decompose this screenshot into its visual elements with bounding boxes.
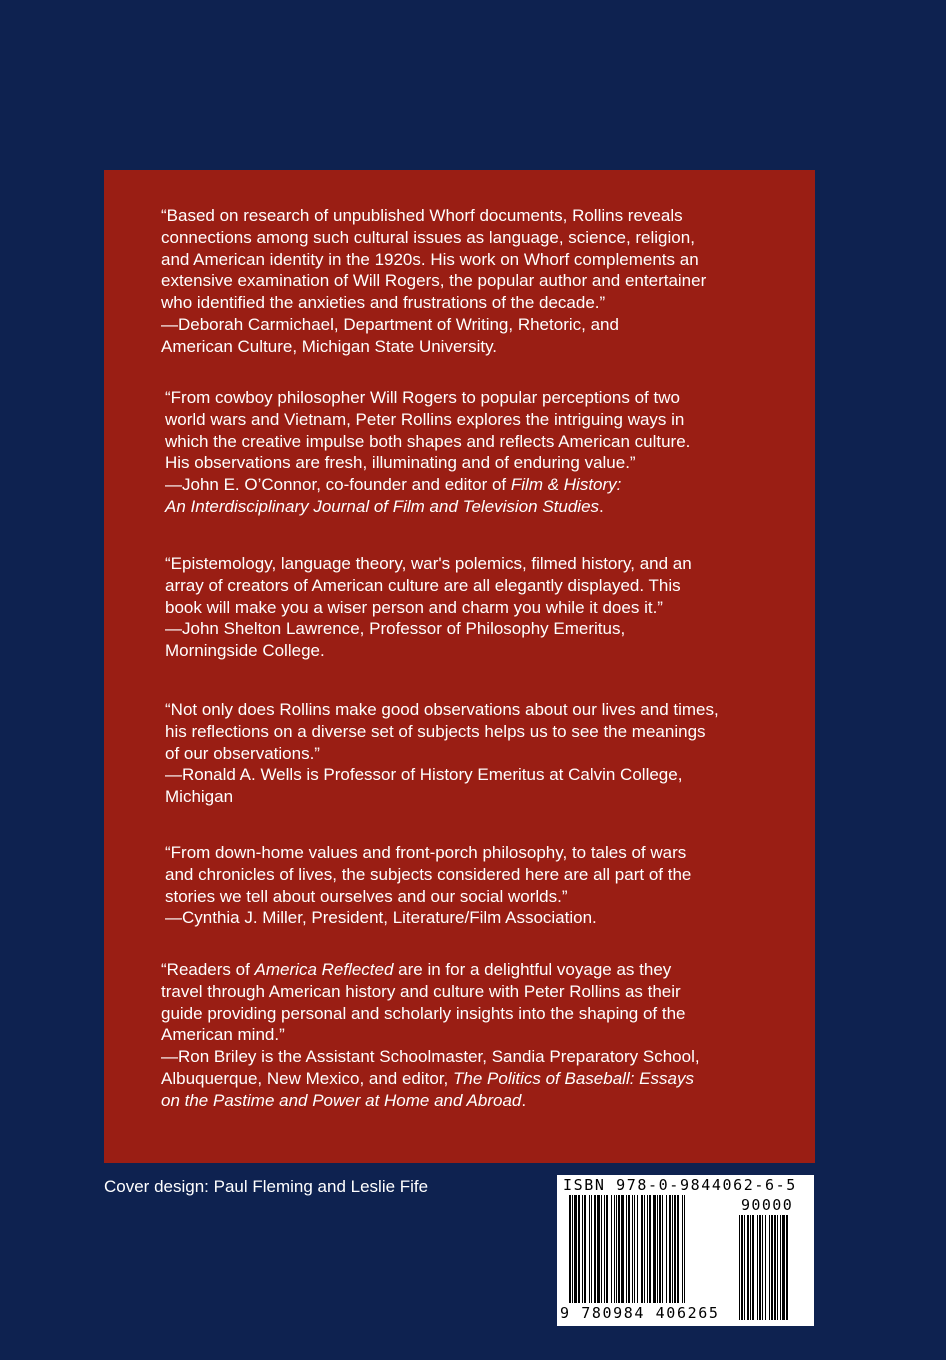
- blurb-attribution: [161, 1090, 700, 1112]
- price-addon-digits: 90000: [741, 1196, 794, 1214]
- blurb-line: of our observations.”: [165, 743, 320, 763]
- blurb-carmichael: [161, 205, 706, 358]
- blurb-line: and American identity in the 1920s. His work on Whorf complements an: [161, 249, 699, 269]
- blurb-attribution: —Ron Briley is the Assistant Schoolmaster, Sandia Preparatory School,: [161, 1047, 700, 1067]
- blurb-attribution: [165, 474, 690, 496]
- ean-digits: 9 780984 406265: [560, 1304, 720, 1322]
- blurb-line: which the creative impulse both shapes and reflects American culture.: [165, 431, 691, 451]
- blurb-line: travel through American history and culture with Peter Rollins as their: [161, 981, 681, 1001]
- blurb-attribution: Morningside College.: [165, 641, 325, 661]
- blurb-line: connections among such cultural issues as language, science, religion,: [161, 227, 695, 247]
- blurb-line: extensive examination of Will Rogers, the popular author and entertainer: [161, 271, 707, 291]
- blurb-attribution: [165, 496, 690, 518]
- blurb-attribution: —John Shelton Lawrence, Professor of Philosophy Emeritus,: [165, 619, 626, 639]
- journal-title: An Interdisciplinary Journal of Film and Television Studies: [165, 496, 600, 516]
- blurb-attribution: American Culture, Michigan State University.: [161, 336, 498, 356]
- isbn-barcode: [557, 1175, 814, 1326]
- attribution-text: .: [521, 1090, 527, 1110]
- journal-title: Film & History:: [510, 475, 622, 495]
- blurb-attribution: —Cynthia J. Miller, President, Literature/Film Association.: [165, 908, 597, 928]
- blurb-line: and chronicles of lives, the subjects considered here are all part of the: [165, 864, 692, 884]
- blurb-line: who identified the anxieties and frustrations of the decade.”: [161, 293, 606, 313]
- blurb-line: world wars and Vietnam, Peter Rollins explores the intriguing ways in: [165, 409, 685, 429]
- blurb-line: “From down-home values and front-porch philosophy, to tales of wars: [165, 843, 687, 862]
- blurb-line: “Based on research of unpublished Whorf documents, Rollins reveals: [161, 206, 683, 225]
- book-title: The Politics of Baseball: Essays: [453, 1068, 694, 1088]
- blurb-line: book will make you a wiser person and charm you while it does it.”: [165, 597, 663, 617]
- blurb-briley: [161, 959, 700, 1112]
- blurb-line: “Not only does Rollins make good observations about our lives and times,: [165, 700, 719, 719]
- blurb-attribution: Michigan: [165, 787, 234, 807]
- blurb-line: array of creators of American culture are all elegantly displayed. This: [165, 575, 681, 595]
- blurb-line: His observations are fresh, illuminating and of enduring value.”: [165, 453, 636, 473]
- blurb-line: stories we tell about ourselves and our social worlds.”: [165, 886, 568, 906]
- blurb-attribution: [161, 1068, 700, 1090]
- blurb-line: guide providing personal and scholarly insights into the shaping of the: [161, 1003, 686, 1023]
- blurb-line: [161, 959, 700, 981]
- blurb-attribution: —Deborah Carmichael, Department of Writing, Rhetoric, and: [161, 314, 619, 334]
- blurb-miller: [165, 842, 691, 929]
- blurb-lawrence: [165, 553, 692, 662]
- blurb-text: “Readers of: [161, 960, 255, 979]
- blurb-line: “Epistemology, language theory, war's polemics, filmed history, and an: [165, 554, 692, 573]
- isbn-label: ISBN 978-0-9844062-6-5: [563, 1176, 797, 1194]
- blurb-wells: [165, 699, 719, 808]
- attribution-text: Albuquerque, New Mexico, and editor,: [161, 1068, 454, 1088]
- book-title: on the Pastime and Power at Home and Abroad: [161, 1090, 522, 1110]
- cover-design-credit: Cover design: Paul Fleming and Leslie Fife: [104, 1177, 429, 1196]
- blurb-line: his reflections on a diverse set of subjects helps us to see the meanings: [165, 721, 706, 741]
- blurb-attribution: —Ronald A. Wells is Professor of History Emeritus at Calvin College,: [165, 765, 683, 785]
- book-title: America Reflected: [254, 960, 394, 979]
- blurb-text: are in for a delightful voyage as they: [393, 960, 672, 979]
- attribution-text: .: [599, 496, 604, 516]
- blurb-line: “From cowboy philosopher Will Rogers to popular perceptions of two: [165, 388, 680, 407]
- blurb-oconnor: [165, 387, 690, 518]
- blurb-line: American mind.”: [161, 1025, 285, 1045]
- attribution-text: —John E. O’Connor, co-founder and editor of: [165, 475, 511, 495]
